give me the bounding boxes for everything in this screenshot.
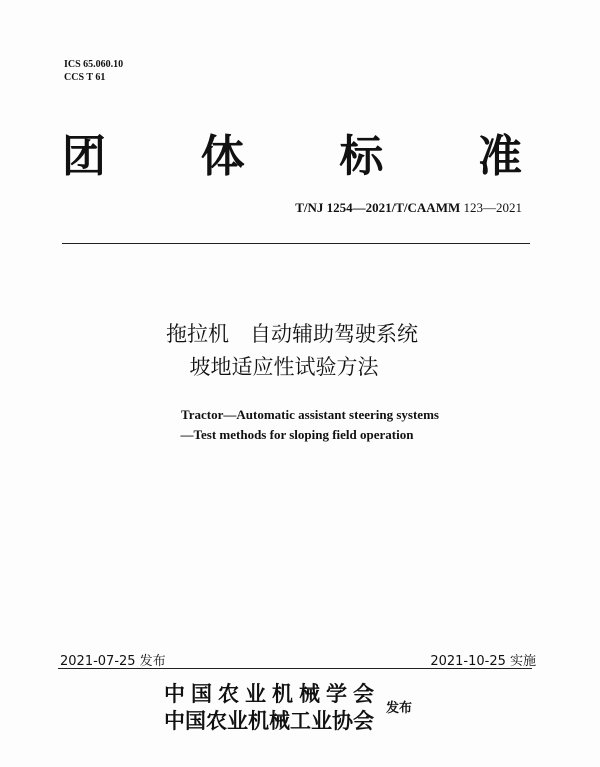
issuer-org-1: 中国农业机械学会 bbox=[164, 682, 380, 706]
chinese-title-line-1: 拖拉机 自动辅助驾驶系统 bbox=[166, 322, 418, 346]
english-title-line-2: —Test methods for sloping field operation bbox=[180, 427, 414, 442]
issuing-organizations bbox=[164, 681, 380, 735]
header-divider bbox=[62, 243, 530, 244]
issuer-org-2: 中国农业机械工业协会 bbox=[164, 709, 374, 733]
ics-code: ICS 65.060.10 bbox=[64, 59, 124, 70]
doc-type-char-1: 团 bbox=[62, 131, 106, 182]
footer-divider bbox=[58, 668, 532, 669]
standard-number bbox=[295, 200, 522, 216]
ccs-code: CCS T 61 bbox=[64, 72, 106, 83]
doc-type-char-2: 体 bbox=[200, 131, 245, 182]
publish-date: 2021-07-25 发布 bbox=[60, 654, 166, 669]
chinese-title-line-2: 坡地适应性试验方法 bbox=[189, 355, 379, 379]
doc-type-char-3: 标 bbox=[339, 131, 384, 182]
chinese-title bbox=[0, 318, 600, 384]
publish-label: 发布 bbox=[386, 701, 413, 716]
english-title bbox=[0, 405, 600, 445]
classification-codes bbox=[64, 58, 123, 84]
doc-type-char-4: 准 bbox=[477, 131, 522, 182]
document-type-heading bbox=[62, 132, 522, 182]
standard-number-main: T/NJ 1254—2021/T/CAAMM bbox=[295, 200, 461, 215]
implement-date: 2021-10-25 实施 bbox=[430, 654, 536, 669]
standard-number-tail: 123—2021 bbox=[463, 200, 522, 215]
english-title-line-1: Tractor—Automatic assistant steering systems bbox=[181, 407, 439, 422]
